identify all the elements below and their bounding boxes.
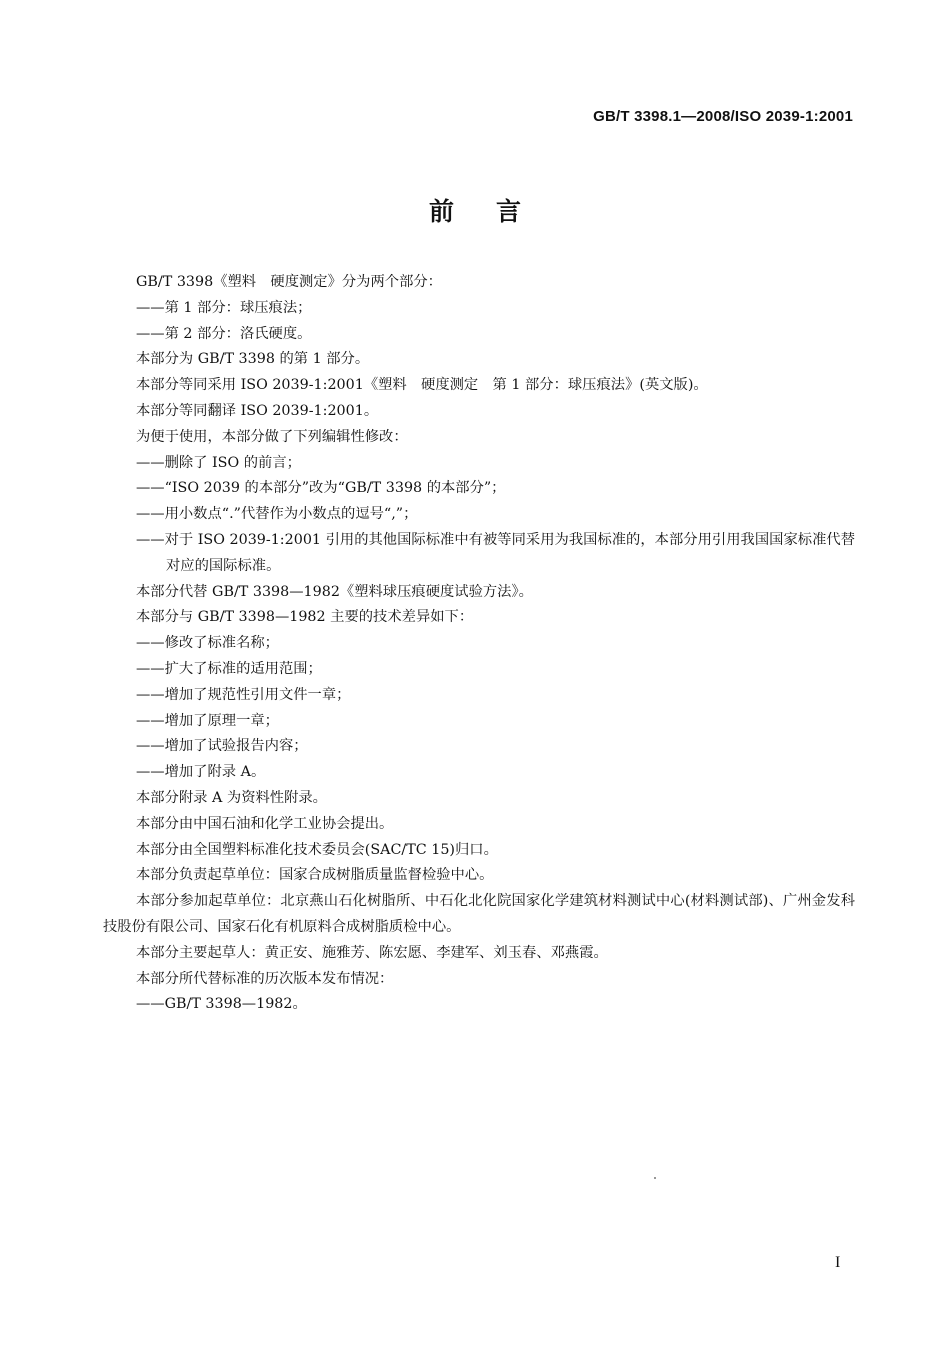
paragraph-responsible-drafter: 本部分负责起草单位：国家合成树脂质量监督检验中心。 xyxy=(136,867,494,884)
list-item-difference-5: ——增加了试验报告内容； xyxy=(136,738,308,755)
paragraph-this-part: 本部分为 GB/T 3398 的第 1 部分。 xyxy=(136,351,370,368)
paragraph-part-overview: GB/T 3398《塑料 硬度测定》分为两个部分： xyxy=(136,274,442,290)
paragraph-annex: 本部分附录 A 为资料性附录。 xyxy=(136,789,327,806)
paragraph-identical-translation: 本部分等同翻译 ISO 2039-1:2001。 xyxy=(136,402,379,419)
paragraph-technical-differences: 本部分与 GB/T 3398—1982 主要的技术差异如下： xyxy=(136,609,474,626)
paragraph-under-jurisdiction: 本部分由全国塑料标准化技术委员会(SAC/TC 15)归口。 xyxy=(136,841,498,858)
list-item-difference-6: ——增加了附录 A。 xyxy=(136,764,266,781)
page-number: I xyxy=(835,1254,841,1271)
page-title: 前言 xyxy=(428,197,563,226)
paragraph-editorial-changes: 为便于使用，本部分做了下列编辑性修改： xyxy=(136,428,408,445)
paragraph-main-drafters: 本部分主要起草人：黄正安、施雅芳、陈宏愿、李建军、刘玉春、邓燕霞。 xyxy=(136,944,608,961)
paragraph-participating-drafters: 本部分参加起草单位：北京燕山石化树脂所、中石化北化院国家化学建筑材料测试中心(材料测试部)、广州金发科技股份有限公司、国家石化有机原料合成树脂质检中心。 xyxy=(103,893,855,935)
list-item-editorial-2: ——“ISO 2039 的本部分”改为“GB/T 3398 的本部分”； xyxy=(136,480,506,497)
foreword-body xyxy=(103,270,855,1018)
paragraph-release-history: 本部分所代替标准的历次版本发布情况： xyxy=(136,970,394,987)
list-item-difference-3: ——增加了规范性引用文件一章； xyxy=(136,686,351,703)
standard-code-header: GB/T 3398.1—2008/ISO 2039-1:2001 xyxy=(593,108,853,125)
list-item-editorial-1: ——删除了 ISO 的前言； xyxy=(136,454,301,471)
paragraph-proposed-by: 本部分由中国石油和化学工业协会提出。 xyxy=(136,815,394,832)
list-item-editorial-4: ——对于 ISO 2039-1:2001 引用的其他国际标准中有被等同采用为我国标准的，本部分用引用我国国家标准代替对应的国际标准。 xyxy=(136,531,855,574)
paragraph-identical-adoption: 本部分等同采用 ISO 2039-1:2001《塑料 硬度测定 第 1 部分：球压痕法》(英文版)。 xyxy=(136,377,708,394)
paragraph-replaces: 本部分代替 GB/T 3398—1982《塑料球压痕硬度试验方法》。 xyxy=(136,583,533,600)
list-item-difference-4: ——增加了原理一章； xyxy=(136,712,279,729)
list-item-difference-2: ——扩大了标准的适用范围； xyxy=(136,660,322,677)
list-item-difference-1: ——修改了标准名称； xyxy=(136,635,279,652)
list-item-release-1: ——GB/T 3398—1982。 xyxy=(136,996,307,1013)
list-item-part-2: ——第 2 部分：洛氏硬度。 xyxy=(136,325,312,342)
list-item-editorial-3: ——用小数点“.”代替作为小数点的逗号“,”； xyxy=(136,506,418,523)
list-item-part-1: ——第 1 部分：球压痕法； xyxy=(136,299,312,316)
scan-speck xyxy=(654,1177,656,1179)
